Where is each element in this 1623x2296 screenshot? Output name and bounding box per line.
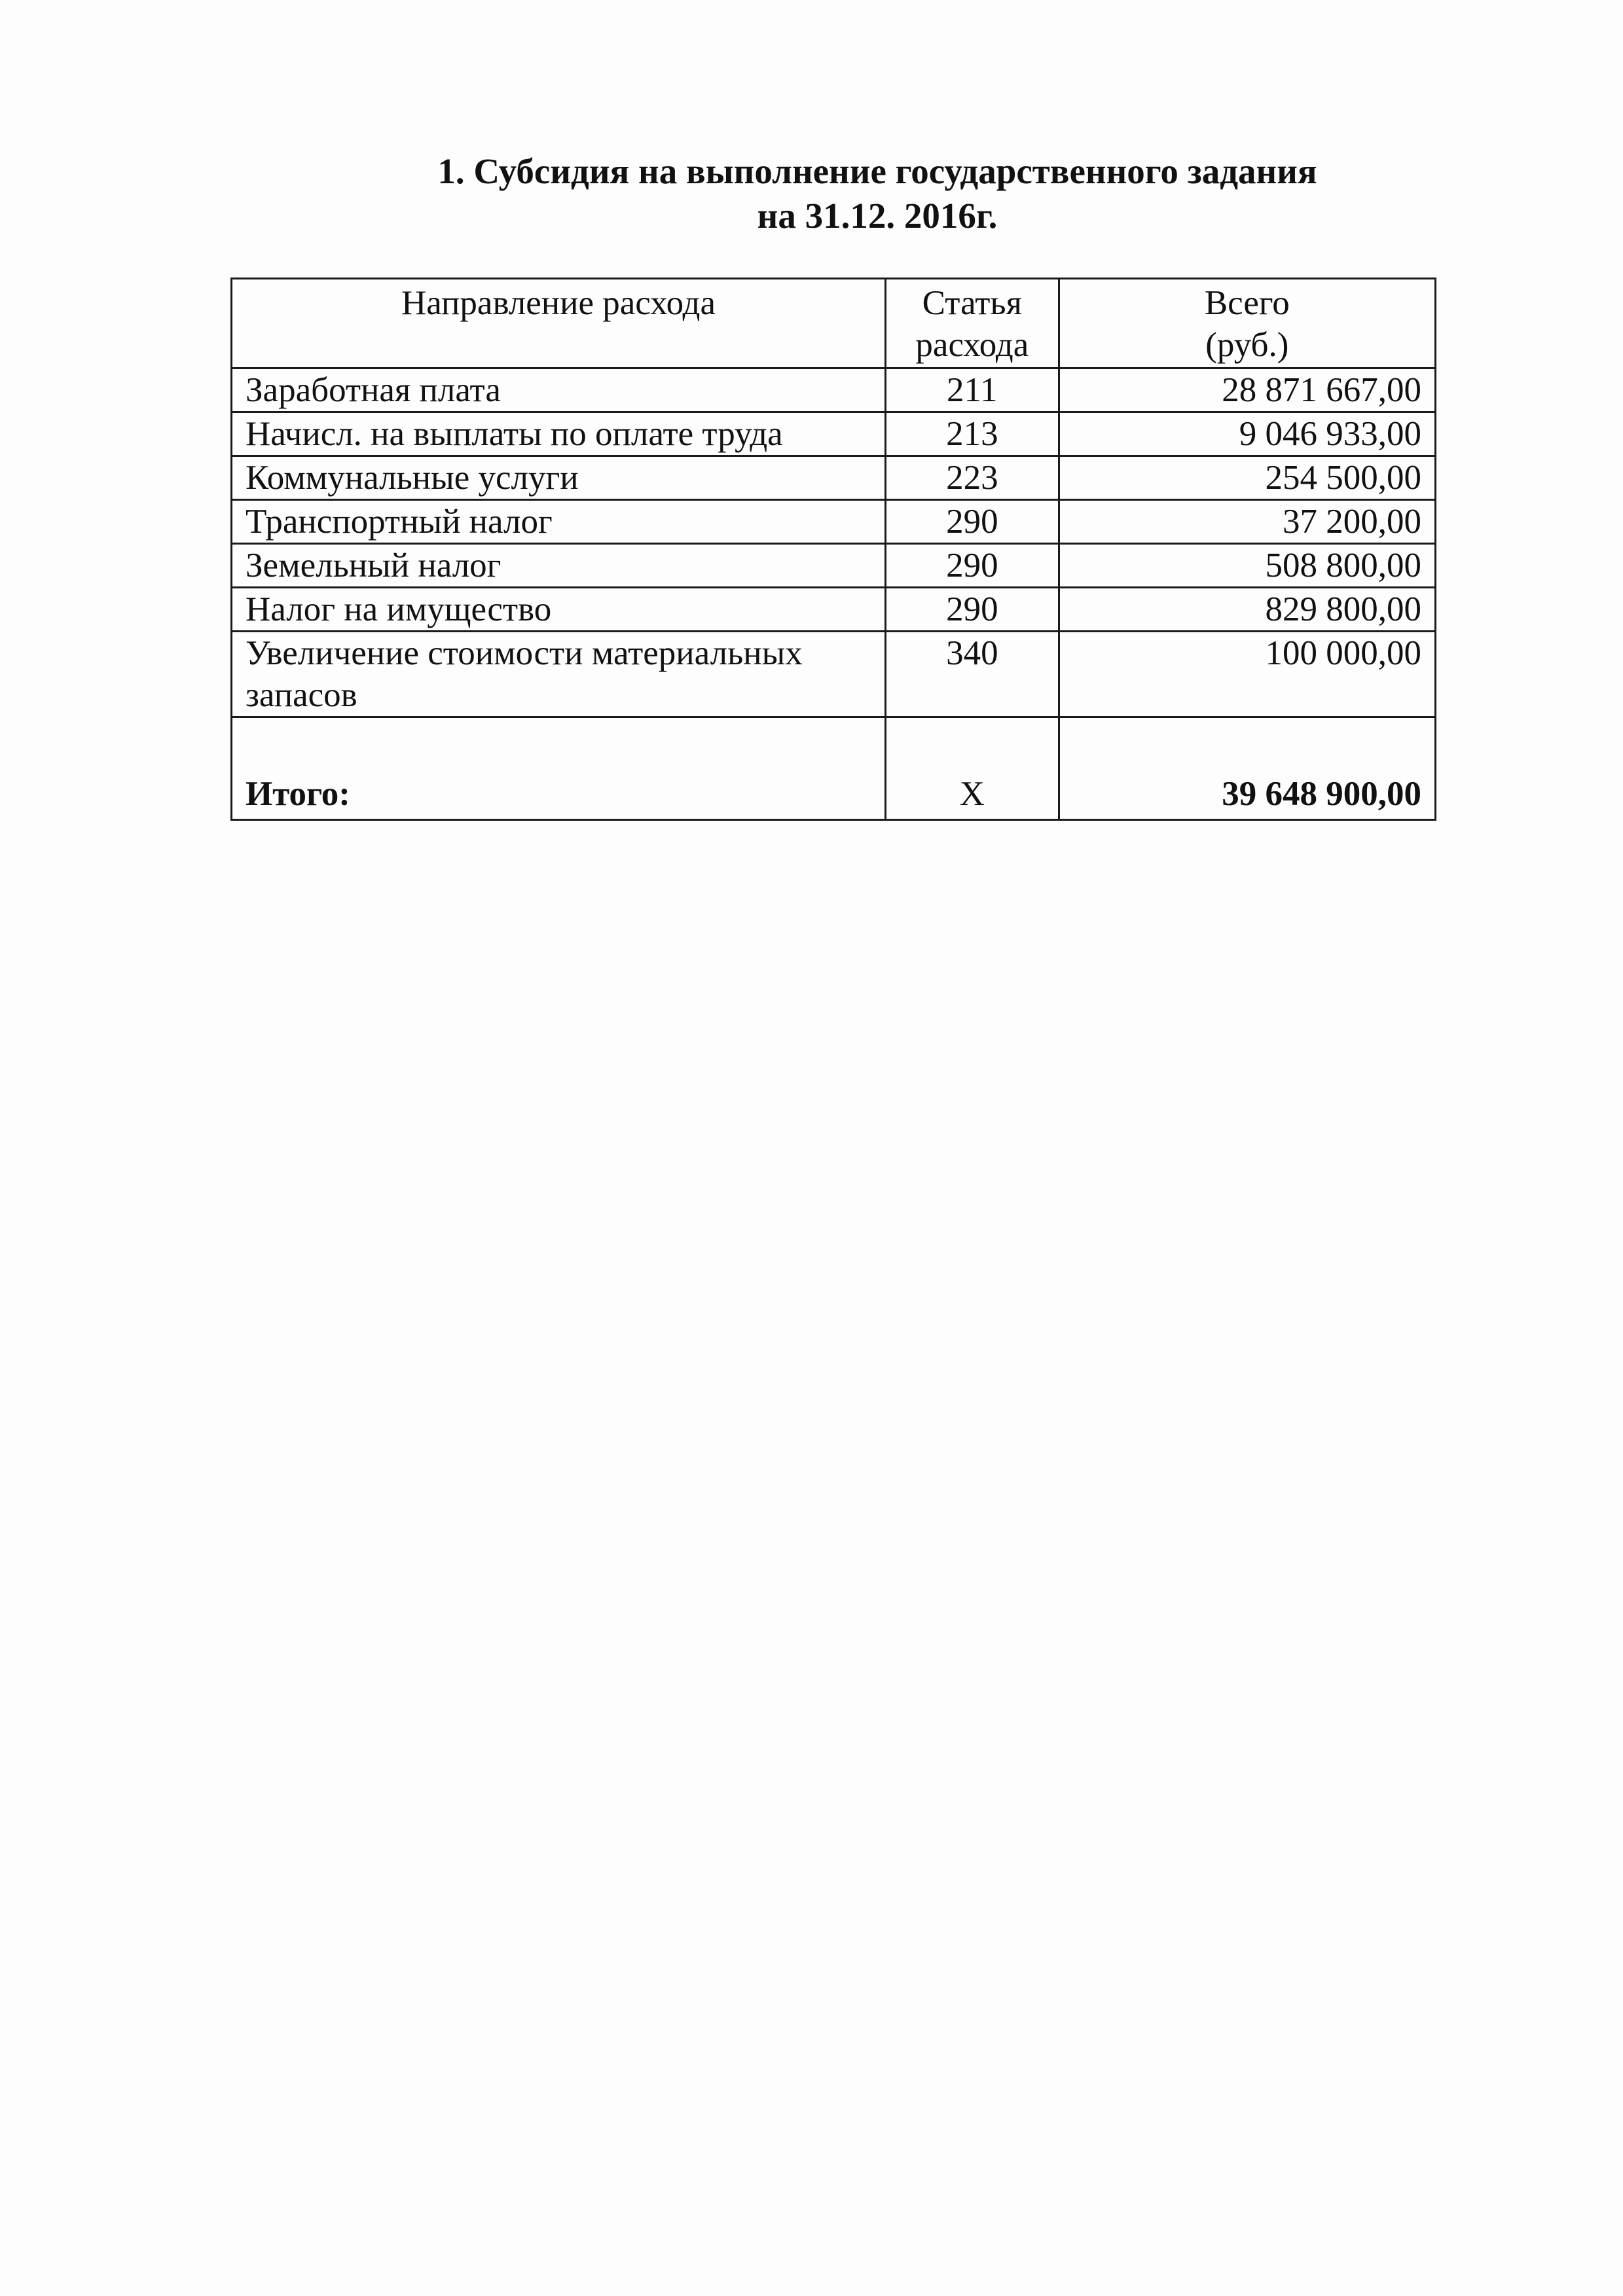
table-header-row bbox=[232, 279, 1436, 368]
row-code: 211 bbox=[886, 368, 1059, 412]
expenses-table bbox=[230, 278, 1436, 821]
row-code: 340 bbox=[886, 632, 1059, 717]
table-row bbox=[232, 588, 1436, 632]
row-direction: Начисл. на выплаты по оплате труда bbox=[232, 412, 886, 456]
row-direction: Налог на имущество bbox=[232, 588, 886, 632]
header-total-line-2: (руб.) bbox=[1205, 326, 1289, 364]
row-code: 223 bbox=[886, 456, 1059, 500]
header-total bbox=[1059, 279, 1435, 368]
row-code: 290 bbox=[886, 544, 1059, 588]
title-line-1: 1. Субсидия на выполнение государственного задания bbox=[437, 151, 1317, 191]
header-direction-label: Направление расхода bbox=[401, 284, 716, 322]
row-code: 213 bbox=[886, 412, 1059, 456]
header-direction bbox=[232, 279, 886, 368]
row-direction: Заработная плата bbox=[232, 368, 886, 412]
row-direction: Земельный налог bbox=[232, 544, 886, 588]
row-direction: Коммунальные услуги bbox=[232, 456, 886, 500]
table-row bbox=[232, 544, 1436, 588]
row-total: 254 500,00 bbox=[1059, 456, 1435, 500]
header-code bbox=[886, 279, 1059, 368]
row-direction: Увеличение стоимости материальных запасов bbox=[232, 632, 886, 717]
total-code: Х bbox=[886, 717, 1059, 820]
row-total: 508 800,00 bbox=[1059, 544, 1435, 588]
row-code: 290 bbox=[886, 588, 1059, 632]
table-total-row bbox=[232, 717, 1436, 820]
table-row bbox=[232, 500, 1436, 544]
table-row bbox=[232, 368, 1436, 412]
row-total: 100 000,00 bbox=[1059, 632, 1435, 717]
total-amount: 39 648 900,00 bbox=[1059, 717, 1435, 820]
table-row bbox=[232, 456, 1436, 500]
header-code-line-1: Статья bbox=[922, 284, 1022, 322]
row-total: 9 046 933,00 bbox=[1059, 412, 1435, 456]
row-direction: Транспортный налог bbox=[232, 500, 886, 544]
row-total: 28 871 667,00 bbox=[1059, 368, 1435, 412]
row-total: 37 200,00 bbox=[1059, 500, 1435, 544]
row-code: 290 bbox=[886, 500, 1059, 544]
header-total-line-1: Всего bbox=[1204, 284, 1290, 322]
document-heading bbox=[367, 149, 1388, 238]
title-line-2: на 31.12. 2016г. bbox=[757, 196, 998, 236]
table-row bbox=[232, 632, 1436, 717]
header-code-line-2: расхода bbox=[915, 326, 1029, 364]
row-total: 829 800,00 bbox=[1059, 588, 1435, 632]
table-row bbox=[232, 412, 1436, 456]
total-label: Итого: bbox=[232, 717, 886, 820]
